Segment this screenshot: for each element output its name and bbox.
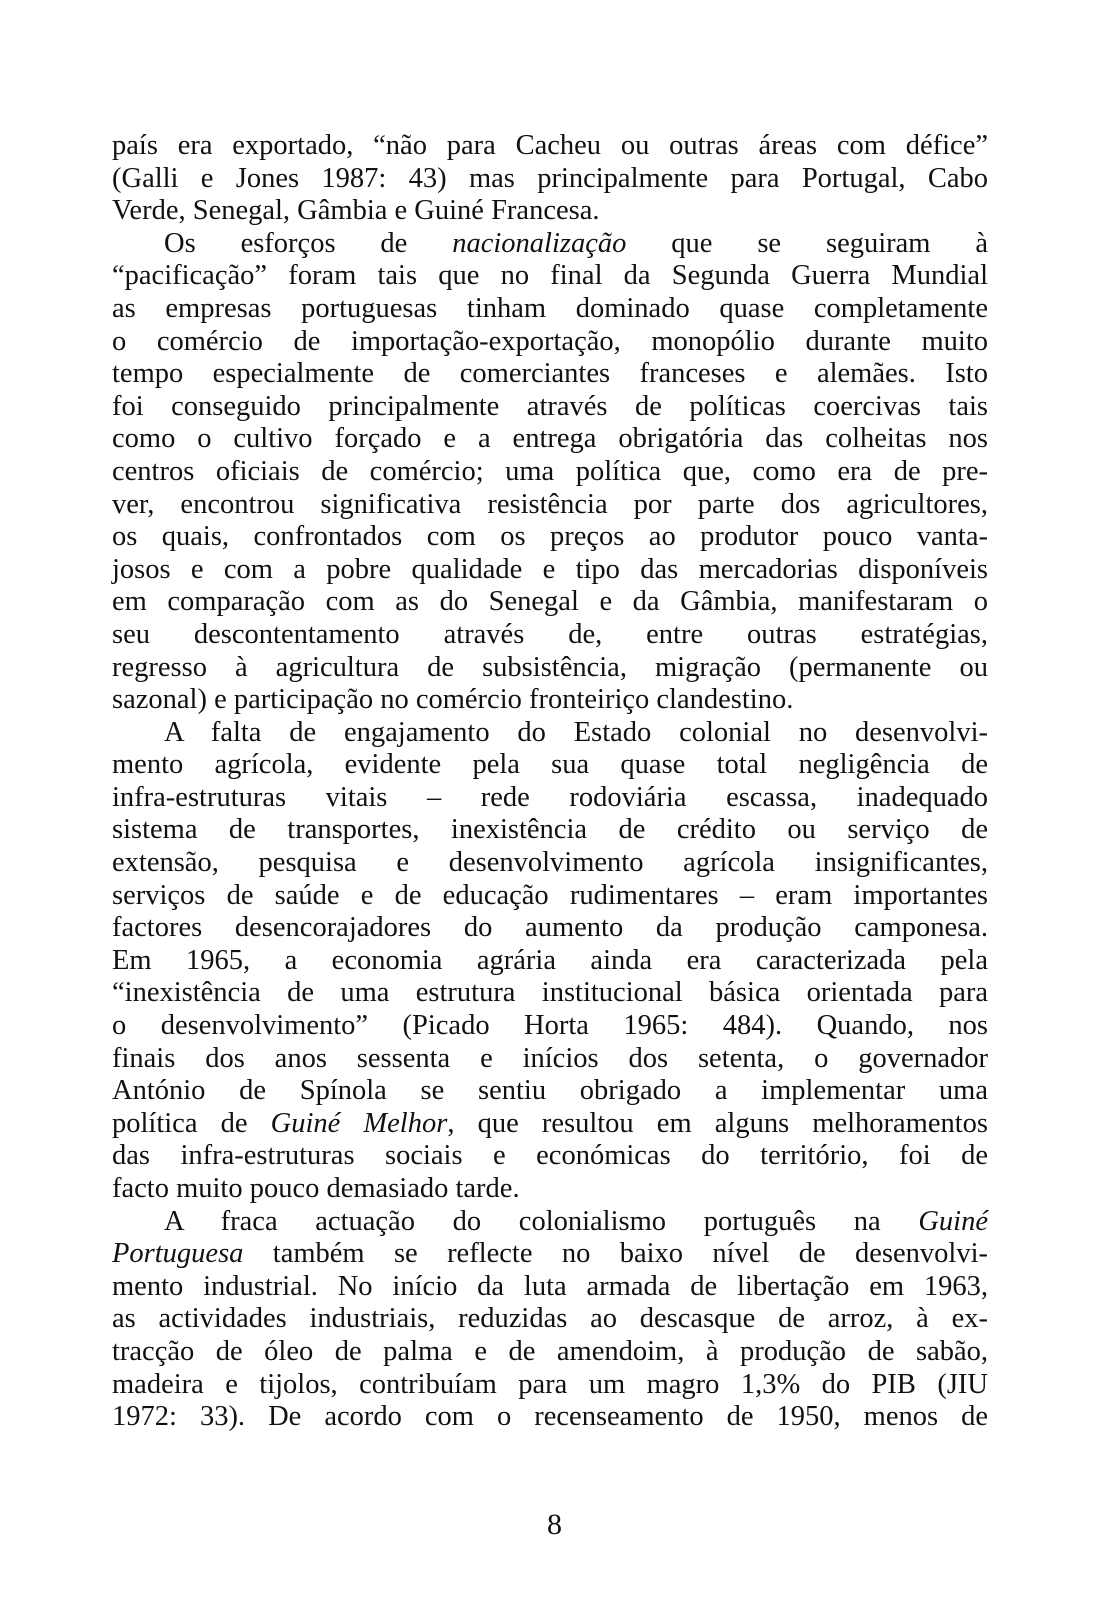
text-line: os quais, confrontados com os preços ao produtor pouco vanta- (112, 521, 988, 553)
text-line: factores desencorajadores do aumento da produção camponesa. (112, 912, 988, 944)
text-line: as actividades industriais, reduzidas ao descasque de arroz, à ex- (112, 1303, 988, 1335)
text-line: seu descontentamento através de, entre outras estratégias, (112, 618, 988, 650)
text-line: das infra-estruturas sociais e económicas do território, foi de (112, 1140, 988, 1172)
text-line: tempo especialmente de comerciantes franceses e alemães. Isto (112, 358, 988, 390)
text-line: sazonal) e participação no comércio fronteiriço clandestino. (112, 684, 794, 716)
text-segment: A fraca actuação do colonialismo português na (164, 1205, 919, 1237)
text-line (112, 1238, 988, 1271)
text-line: (Galli e Jones 1987: 43) mas principalmente para Portugal, Cabo (112, 162, 988, 194)
text-segment: , que resultou em alguns melhoramentos (447, 1107, 988, 1139)
text-line: “pacificação” foram tais que no final da Segunda Guerra Mundial (112, 260, 988, 292)
text-line: madeira e tijolos, contribuíam para um magro 1,3% do PIB (JIU (112, 1368, 988, 1400)
italic-term: Portuguesa (112, 1238, 244, 1270)
text-line: foi conseguido principalmente através de políticas coercivas tais (112, 390, 988, 422)
page-number: 8 (547, 1508, 562, 1541)
italic-term: Guiné Melhor (270, 1107, 448, 1139)
text-line: ver, encontrou significativa resistência por parte dos agricultores, (112, 488, 988, 520)
text-line: em comparação com as do Senegal e da Gâmbia, manifestaram o (112, 586, 988, 618)
italic-term: Guiné (918, 1205, 988, 1237)
text-line: o desenvolvimento” (Picado Horta 1965: 484). Quando, nos (112, 1010, 988, 1042)
text-segment: política de (112, 1107, 271, 1139)
text-line: infra-estruturas vitais – rede rodoviária escassa, inadequado (112, 781, 988, 813)
text-line (112, 1108, 988, 1141)
text-line: país era exportado, “não para Cacheu ou outras áreas com défice” (112, 130, 988, 161)
text-line: serviços de saúde e de educação rudimentares – eram importantes (112, 879, 988, 911)
text-line: josos e com a pobre qualidade e tipo das mercadorias disponíveis (112, 553, 988, 585)
text-line: o comércio de importação-exportação, monopólio durante muito (112, 325, 988, 357)
text-line (112, 1206, 988, 1239)
text-line: Em 1965, a economia agrária ainda era caracterizada pela (112, 944, 988, 976)
text-line: finais dos anos sessenta e inícios dos setenta, o governador (112, 1042, 988, 1074)
text-line: António de Spínola se sentiu obrigado a implementar uma (112, 1075, 988, 1107)
text-line: facto muito pouco demasiado tarde. (112, 1173, 520, 1204)
text-line: Verde, Senegal, Gâmbia e Guiné Francesa. (112, 195, 600, 227)
text-line: mento industrial. No início da luta armada de libertação em 1963, (112, 1270, 988, 1302)
page-text (112, 130, 988, 1434)
italic-term: nacionalização (452, 227, 627, 259)
text-line: como o cultivo forçado e a entrega obrigatória das colheitas nos (112, 423, 988, 455)
text-segment: Os esforços de (164, 227, 453, 259)
text-segment: que se seguiram à (626, 227, 988, 259)
text-line: tracção de óleo de palma e de amendoim, à produção de sabão, (112, 1335, 988, 1367)
text-line (112, 228, 988, 261)
text-line: regresso à agricultura de subsistência, migração (permanente ou (112, 651, 988, 683)
text-line: as empresas portuguesas tinham dominado quase completamente (112, 292, 988, 324)
text-line: mento agrícola, evidente pela sua quase total negligência de (112, 749, 988, 781)
text-line: 1972: 33). De acordo com o recenseamento de 1950, menos de (112, 1401, 988, 1433)
text-line: A falta de engajamento do Estado colonial no desenvolvi- (164, 716, 988, 748)
text-line: “inexistência de uma estrutura institucional básica orientada para (112, 977, 988, 1009)
text-line: sistema de transportes, inexistência de crédito ou serviço de (112, 814, 988, 846)
text-segment: também se reflecte no baixo nível de desenvolvi- (243, 1238, 988, 1270)
text-line: centros oficiais de comércio; uma política que, como era de pre- (112, 455, 988, 487)
text-line: extensão, pesquisa e desenvolvimento agrícola insignificantes, (112, 847, 988, 879)
